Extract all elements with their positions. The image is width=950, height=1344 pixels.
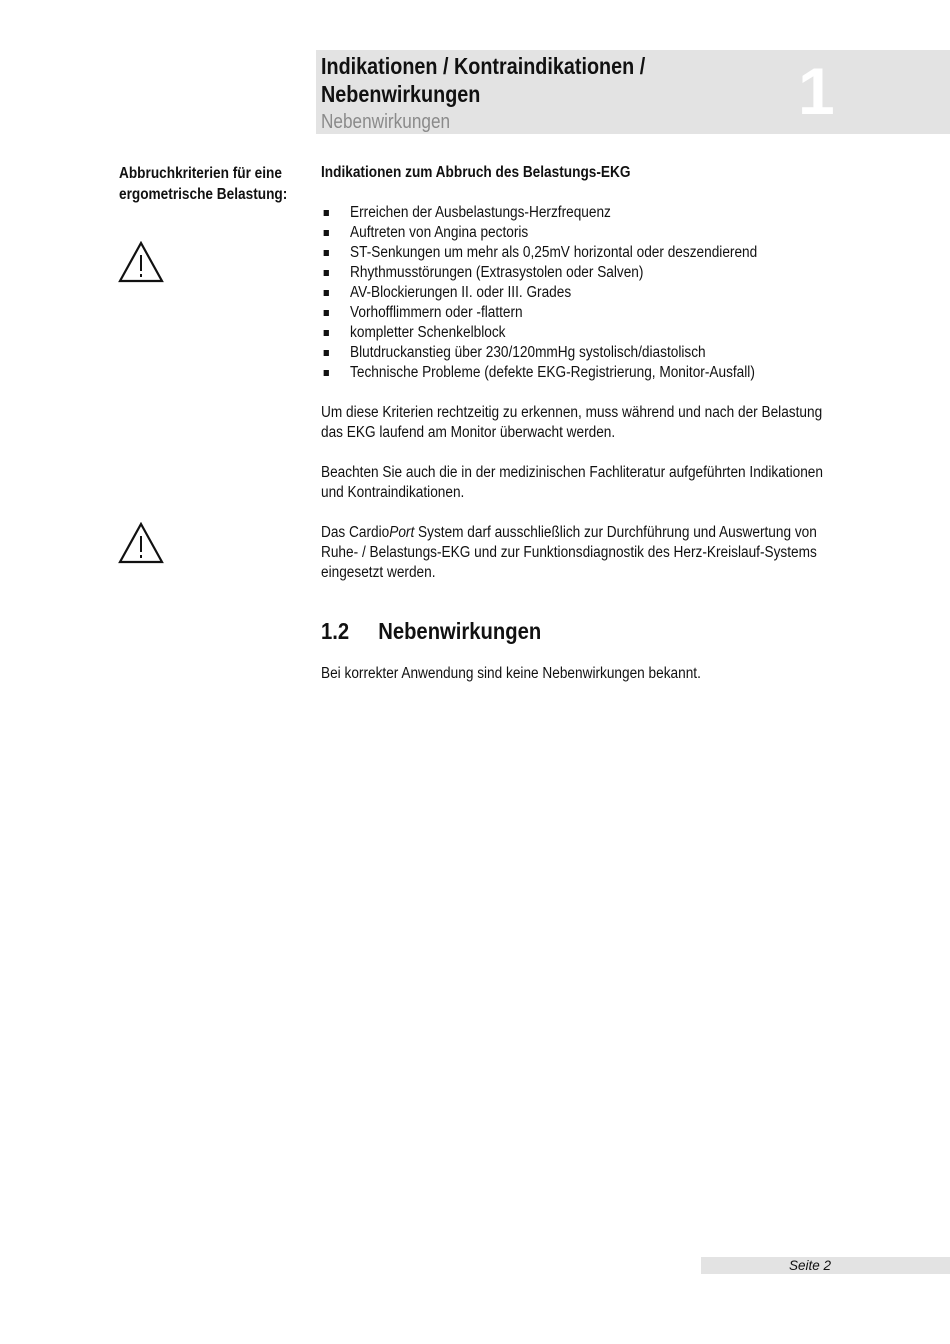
criteria-list <box>321 203 831 383</box>
side-label: Abbruchkriterien für eine ergometrische Belastung: <box>119 165 288 203</box>
bullet-icon <box>324 230 329 236</box>
list-item: Rhythmusstörungen (Extrasystolen oder Salven) <box>321 263 831 283</box>
bullet-icon <box>324 210 329 216</box>
section-heading <box>321 616 541 646</box>
list-item: Technische Probleme (defekte EKG-Registrierung, Monitor-Ausfall) <box>321 363 831 383</box>
chapter-number: 1 <box>798 54 835 128</box>
list-item: Vorhofflimmern oder -flattern <box>321 303 831 323</box>
bullet-icon <box>324 330 329 336</box>
page-subtitle: Nebenwirkungen <box>321 111 451 133</box>
bullet-icon <box>324 290 329 296</box>
usage-paragraph: Das CardioPort System darf ausschließlich zur Durchführung und Auswertung von Ruhe- / Belastungs-EKG und zur Funktionsdiagnostik des Herz-Kreislauf-Systems eingesetzt werden. <box>321 524 817 581</box>
bullet-icon <box>324 310 329 316</box>
criteria-subheading: Indikationen zum Abbruch des Belastungs-EKG <box>321 164 631 181</box>
warning-triangle-icon <box>118 522 164 564</box>
list-item: kompletter Schenkelblock <box>321 323 831 343</box>
bullet-icon <box>324 370 329 376</box>
warning-triangle-icon <box>118 241 164 283</box>
section-number: 1.2 <box>321 618 350 644</box>
list-item: AV-Blockierungen II. oder III. Grades <box>321 283 831 303</box>
page-title: Indikationen / Kontraindikationen / Nebenwirkungen <box>321 53 646 107</box>
bullet-icon <box>324 350 329 356</box>
list-item: Erreichen der Ausbelastungs-Herzfrequenz <box>321 203 831 223</box>
monitoring-paragraph: Um diese Kriterien rechtzeitig zu erkennen, muss während und nach der Belastung das EKG laufend am Monitor überwacht werden. <box>321 404 823 441</box>
list-item: Blutdruckanstieg über 230/120mmHg systolisch/diastolisch <box>321 343 831 363</box>
list-item: Auftreten von Angina pectoris <box>321 223 831 243</box>
section-body: Bei korrekter Anwendung sind keine Nebenwirkungen bekannt. <box>321 665 701 682</box>
list-item: ST-Senkungen um mehr als 0,25mV horizontal oder deszendierend <box>321 243 831 263</box>
section-title: Nebenwirkungen <box>378 618 542 644</box>
bullet-icon <box>324 270 329 276</box>
criteria-content <box>321 163 831 583</box>
literature-paragraph: Beachten Sie auch die in der medizinischen Fachliteratur aufgeführten Indikationen und Kontraindikationen. <box>321 464 823 501</box>
bullet-icon <box>324 250 329 256</box>
page-number: Seite 2 <box>788 1258 831 1273</box>
